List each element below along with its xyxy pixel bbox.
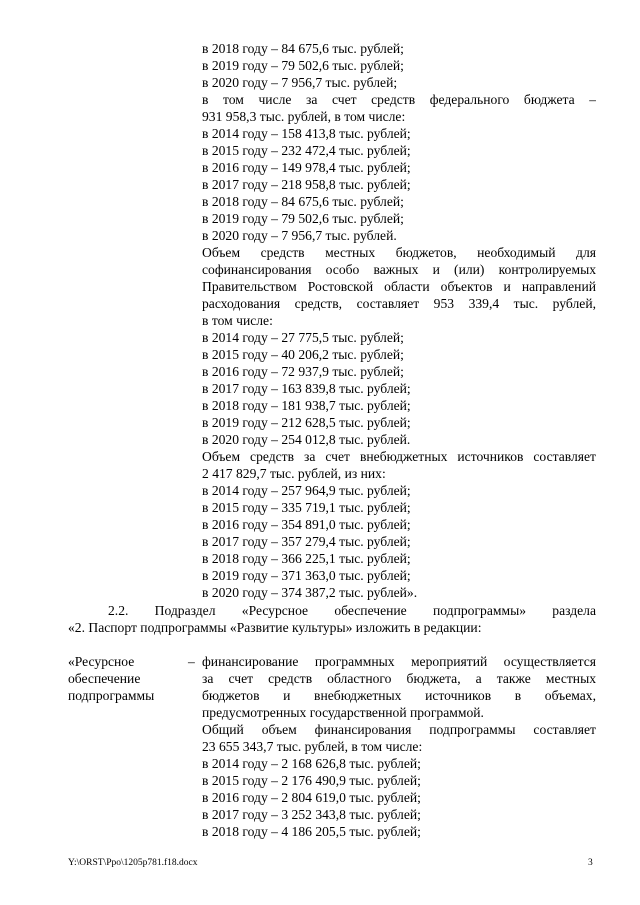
text-line: в 2019 году – 79 502,6 тыс. рублей; [202, 58, 404, 73]
text-line: в 2018 году – 84 675,6 тыс. рублей; [202, 194, 404, 209]
text-line: подпрограммы [68, 688, 155, 703]
passport-content [202, 653, 596, 840]
text-line: Общий объем финансирования подпрограммы составляет [202, 722, 596, 737]
text-line: Объем средств местных бюджетов, необходимый для [202, 245, 596, 260]
text-line: в 2020 году – 374 387,2 тыс. рублей». [202, 585, 418, 600]
text-line: за счет средств областного бюджета, а также местных [202, 671, 596, 686]
text-line: «Ресурсное [68, 654, 135, 669]
text-line: в 2016 году – 149 978,4 тыс. рублей; [202, 160, 411, 175]
text-line: в 2014 году – 27 775,5 тыс. рублей; [202, 330, 404, 345]
text-line: в 2014 году – 2 168 626,8 тыс. рублей; [202, 756, 421, 771]
text-line: 23 655 343,7 тыс. рублей, в том числе: [202, 739, 423, 754]
text-line: в 2018 году – 84 675,6 тыс. рублей; [202, 41, 404, 56]
text-line: 2.2. Подраздел «Ресурсное обеспечение подпрограммы» раздела [108, 603, 596, 618]
text-line: в 2016 году – 72 937,9 тыс. рублей; [202, 364, 404, 379]
text-line: в 2020 году – 7 956,7 тыс. рублей. [202, 228, 397, 243]
text-line: обеспечение [68, 671, 141, 686]
text-line: в 2018 году – 4 186 205,5 тыс. рублей; [202, 824, 421, 839]
page-number: 3 [588, 858, 593, 868]
text-line: в том числе: [202, 313, 273, 328]
text-line: 931 958,3 тыс. рублей, в том числе: [202, 109, 406, 124]
text-line: в 2019 году – 79 502,6 тыс. рублей; [202, 211, 404, 226]
text-line: бюджетов и внебюджетных источников в объемах, [202, 688, 596, 703]
text-line: в 2018 году – 366 225,1 тыс. рублей; [202, 551, 411, 566]
text-line: в 2019 году – 212 628,5 тыс. рублей; [202, 415, 411, 430]
text-line: предусмотренных государственной программой. [202, 705, 484, 720]
passport-label [68, 653, 178, 704]
text-line: софинансирования особо важных и (или) контролируемых [202, 262, 596, 277]
text-line: в 2017 году – 3 252 343,8 тыс. рублей; [202, 807, 421, 822]
text-line: в 2017 году – 357 279,4 тыс. рублей; [202, 534, 411, 549]
text-line: расходования средств, составляет 953 339,4 тыс. рублей, [202, 296, 596, 311]
text-line: в 2015 году – 2 176 490,9 тыс. рублей; [202, 773, 421, 788]
text-line: в 2020 году – 7 956,7 тыс. рублей; [202, 75, 398, 90]
text-line: «2. Паспорт подпрограммы «Развитие культуры» изложить в редакции: [68, 620, 482, 635]
amendment-paragraph [68, 602, 596, 636]
text-line: в том числе за счет средств федерального бюджета – [202, 92, 596, 107]
text-line: в 2015 году – 232 472,4 тыс. рублей; [202, 143, 411, 158]
text-line: финансирование программных мероприятий осуществляется [202, 654, 596, 669]
text-line: в 2020 году – 254 012,8 тыс. рублей. [202, 432, 411, 447]
passport-dash: – [188, 654, 195, 669]
text-line: в 2017 году – 163 839,8 тыс. рублей; [202, 381, 411, 396]
text-line: Правительством Ростовской области объектов и направлений [202, 279, 596, 294]
file-path: Y:\ORST\Ppo\1205p781.f18.docx [68, 858, 198, 868]
text-line: в 2016 году – 2 804 619,0 тыс. рублей; [202, 790, 421, 805]
text-line: 2 417 829,7 тыс. рублей, из них: [202, 466, 386, 481]
funding-text-block [202, 40, 596, 601]
text-line: Объем средств за счет внебюджетных источников составляет [202, 449, 596, 464]
text-line: в 2018 году – 181 938,7 тыс. рублей; [202, 398, 411, 413]
text-line: в 2014 году – 158 413,8 тыс. рублей; [202, 126, 411, 141]
text-line: в 2019 году – 371 363,0 тыс. рублей; [202, 568, 411, 583]
text-line: в 2014 году – 257 964,9 тыс. рублей; [202, 483, 411, 498]
text-line: в 2016 году – 354 891,0 тыс. рублей; [202, 517, 411, 532]
text-line: в 2017 году – 218 958,8 тыс. рублей; [202, 177, 411, 192]
text-line: в 2015 году – 335 719,1 тыс. рублей; [202, 500, 411, 515]
text-line: в 2015 году – 40 206,2 тыс. рублей; [202, 347, 404, 362]
